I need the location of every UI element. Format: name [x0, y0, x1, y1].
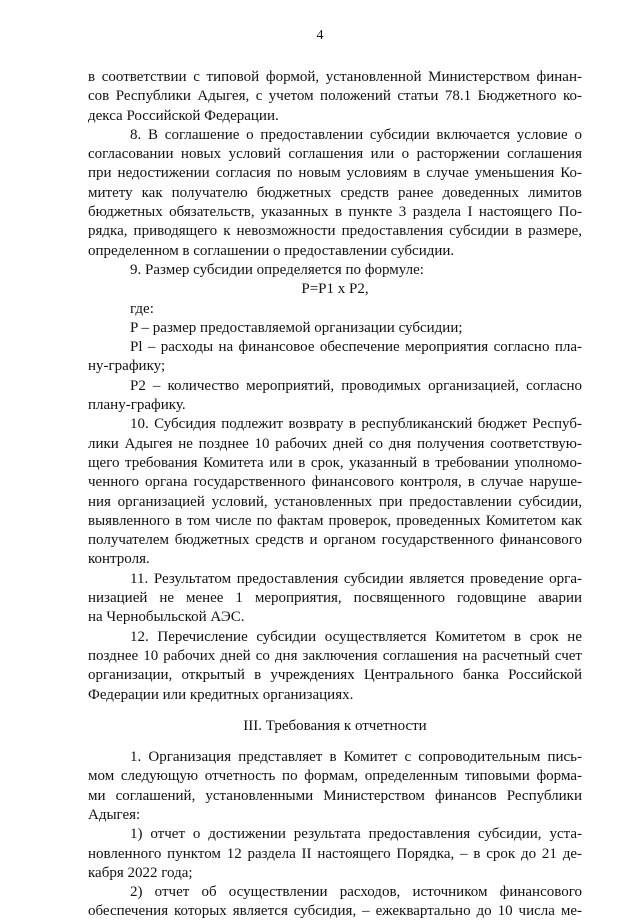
- text-line: при недостижении согласия по новым условиям в случае уменьшения Ко-: [88, 165, 582, 182]
- text-line: получателем бюджетных средств и органом государственного финансового: [88, 532, 582, 549]
- text-line: декса Российской Федерации.: [88, 107, 279, 124]
- text-line: обеспечения которых является субсидия, – ежеквартально до 10 числа ме-: [88, 903, 582, 920]
- text-line: в соответствии с типовой формой, установленной Министерством финан-: [88, 69, 582, 85]
- document-body: [88, 68, 582, 922]
- text-line: Федерации или кредитных организациях.: [88, 686, 354, 703]
- text-line: 1) отчет о достижении результата предоставления субсидии, уста-: [130, 826, 582, 843]
- text-line: митету как получателю бюджетных средств ранее доведенных лимитов: [88, 184, 582, 201]
- text-line: ми соглашений, установленными Министерством финансов Республики: [88, 787, 582, 804]
- text-line: P=P1 x P2,: [301, 281, 369, 298]
- text-line: организации, открытый в учреждениях Центрального банка Российской: [88, 667, 582, 684]
- text-line: кабря 2022 года;: [88, 864, 193, 881]
- text-line: 12. Перечисление субсидии осуществляется Комитетом в срок не: [130, 628, 582, 645]
- text-line: 10. Субсидия подлежит возврату в республиканский бюджет Респуб-: [130, 416, 582, 433]
- text-line: ния организацией условий, установленных при предоставлении субсидии,: [88, 493, 582, 510]
- section-heading: III. Требования к отчетности: [243, 717, 427, 734]
- text-line: бюджетных обязательств, указанных в пункте 3 раздела I настоящего По-: [88, 204, 582, 221]
- text-line: ну-графику;: [88, 358, 166, 375]
- text-line: P – размер предоставляемой организации субсидии;: [130, 319, 463, 336]
- text-line: Pl – расходы на финансовое обеспечение мероприятия согласно пла-: [130, 339, 582, 356]
- text-line: сов Республики Адыгея, с учетом положений статьи 78.1 Бюджетного ко-: [88, 88, 582, 105]
- text-line: согласовании новых условий соглашения или о расторжении соглашения: [88, 146, 582, 163]
- text-line: где:: [130, 300, 154, 317]
- text-line: 11. Результатом предоставления субсидии является проведение орга-: [130, 570, 582, 587]
- text-line: контроля.: [88, 551, 150, 568]
- text-line: определенном в соглашении о предоставлении субсидии.: [88, 242, 455, 259]
- text-line: Адыгея:: [88, 806, 141, 823]
- text-line: P2 – количество мероприятий, проводимых организацией, согласно: [130, 377, 582, 394]
- text-line: 8. В соглашение о предоставлении субсидии включается условие о: [130, 126, 582, 143]
- text-line: позднее 10 рабочих дней со дня заключения соглашения на расчетный счет: [88, 647, 582, 664]
- text-line: мом следующую отчетность по формам, определенным типовыми форма-: [88, 768, 582, 785]
- text-line: выявленного в том числе по фактам проверок, проведенных Комитетом как: [88, 512, 582, 529]
- text-line: на Чернобыльской АЭС.: [88, 609, 245, 626]
- text-line: 1. Организация представляет в Комитет с сопроводительным пись-: [130, 749, 582, 766]
- text-line: лики Адыгея не позднее 10 рабочих дней со дня получения соответствую-: [88, 435, 582, 452]
- page-number: 4: [316, 28, 324, 43]
- text-line: рядка, приводящего к невозможности предоставления субсидии в размере,: [88, 223, 582, 240]
- text-line: ченного органа государственного финансового контроля, в случае наруше-: [88, 474, 582, 491]
- text-line: новленного пунктом 12 раздела II настоящего Порядка, – в срок до 21 де-: [88, 845, 582, 862]
- text-line: низацией не менее 1 мероприятия, посвященного годовщине аварии: [88, 590, 582, 607]
- text-line: щего требования Комитета или в срок, указанный в требовании уполномо-: [88, 454, 582, 471]
- text-line: 2) отчет об осуществлении расходов, источником финансового: [130, 884, 582, 901]
- text-line: 9. Размер субсидии определяется по формуле:: [130, 261, 424, 278]
- text-line: плану-графику.: [88, 397, 186, 414]
